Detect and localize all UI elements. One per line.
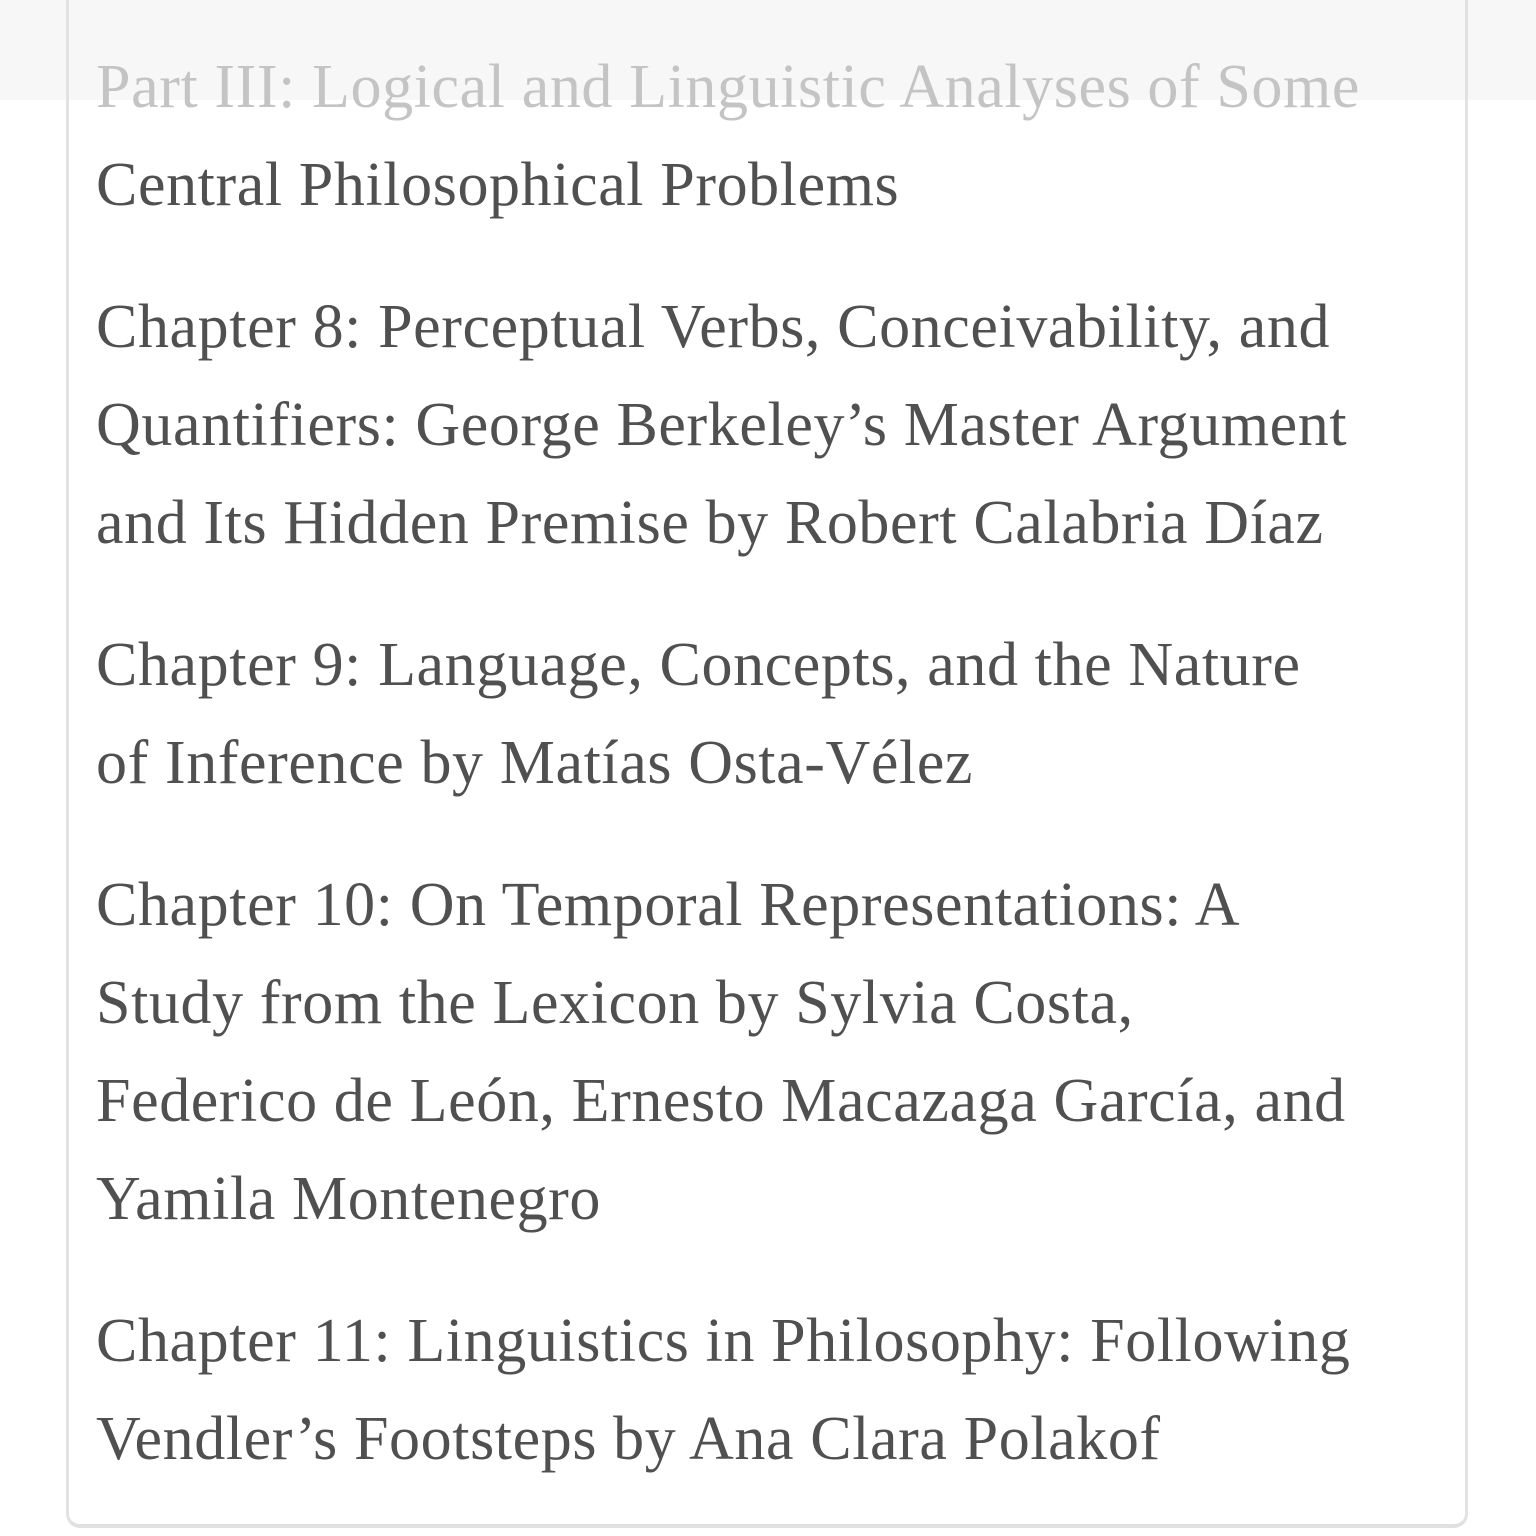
chapter-8-line-1: Chapter 8: Perceptual Verbs, Conceivability, and <box>96 293 1331 361</box>
chapter-11-line-1: Chapter 11: Linguistics in Philosophy: Following <box>96 1307 1351 1375</box>
chapter-8-line-2: Quantifiers: George Berkeley’s Master Argument <box>96 391 1348 459</box>
part-heading[interactable] <box>96 38 1476 234</box>
chapter-8-entry[interactable] <box>96 278 1476 572</box>
part-heading-line-2: Central Philosophical Problems <box>96 151 900 219</box>
chapter-8-line-3: and Its Hidden Premise by Robert Calabria Díaz <box>96 489 1324 557</box>
chapter-11-line-2: Vendler’s Footsteps by Ana Clara Polakof <box>96 1405 1161 1473</box>
chapter-10-line-1: Chapter 10: On Temporal Representations: A <box>96 871 1241 939</box>
part-heading-line-1: Part III: Logical and Linguistic Analyses of Some <box>96 53 1360 121</box>
chapter-10-line-4: Yamila Montenegro <box>96 1165 602 1233</box>
chapter-10-entry[interactable] <box>96 856 1476 1248</box>
chapter-9-line-2: of Inference by Matías Osta-Vélez <box>96 729 974 797</box>
table-of-contents <box>96 38 1476 1532</box>
chapter-9-line-1: Chapter 9: Language, Concepts, and the Nature <box>96 631 1301 699</box>
chapter-10-line-2: Study from the Lexicon by Sylvia Costa, <box>96 969 1134 1037</box>
chapter-11-entry[interactable] <box>96 1292 1476 1488</box>
chapter-10-line-3: Federico de León, Ernesto Macazaga García, and <box>96 1067 1346 1135</box>
chapter-9-entry[interactable] <box>96 616 1476 812</box>
